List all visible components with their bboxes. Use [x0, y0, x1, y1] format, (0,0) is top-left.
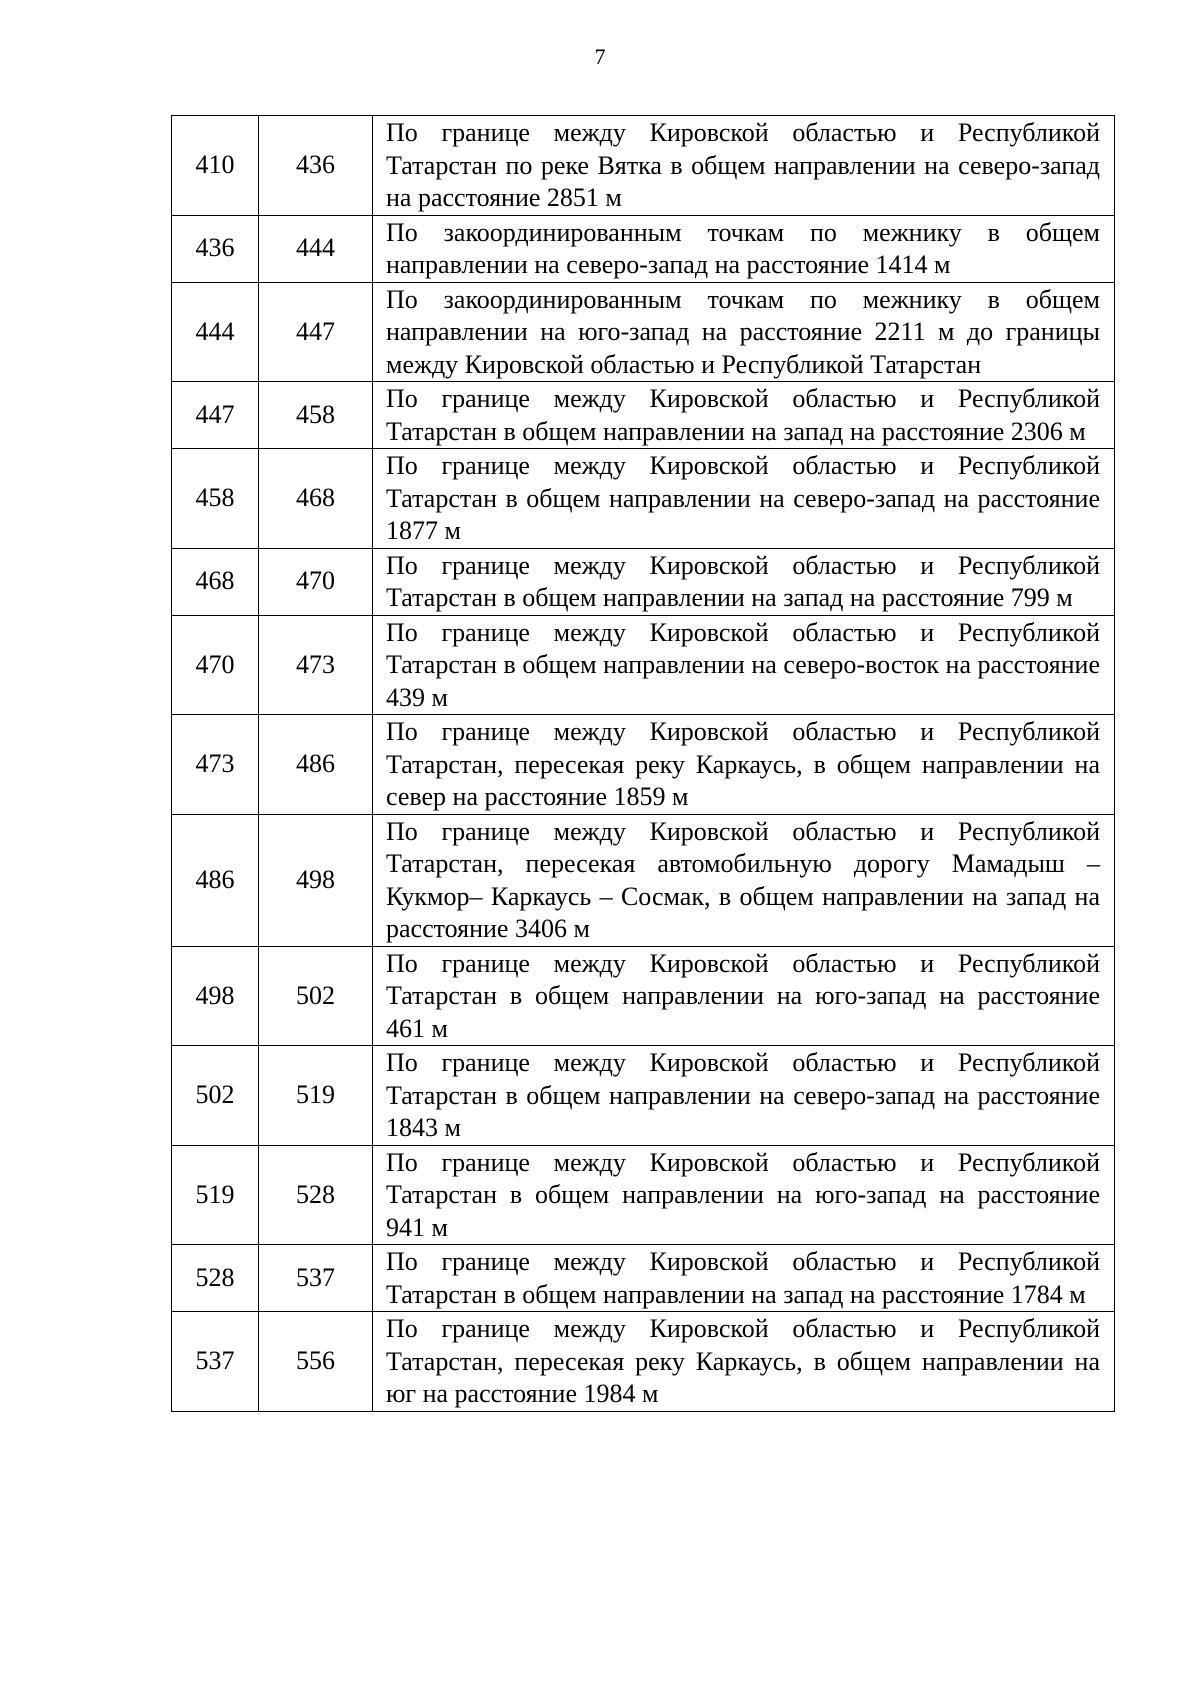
boundary-description-cell: По закоординированным точкам по межнику в общем направлении на юго-запад на расстояние 2211 м до границы между Кировской областью и Республикой Татарстан: [373, 282, 1115, 382]
table-row: [172, 1046, 1115, 1146]
point-from-cell: 410: [172, 116, 259, 216]
table-row: [172, 116, 1115, 216]
boundary-table: [171, 115, 1115, 1412]
point-from-cell: 436: [172, 215, 259, 282]
point-from-cell: 447: [172, 382, 259, 449]
table-row: [172, 946, 1115, 1046]
point-from-cell: 444: [172, 282, 259, 382]
table-row: [172, 715, 1115, 815]
page-number: 7: [594, 44, 606, 69]
boundary-description-cell: По границе между Кировской областью и Республикой Татарстан в общем направлении на юго-запад на расстояние 941 м: [373, 1145, 1115, 1245]
table-row: [172, 1312, 1115, 1412]
table-row: [172, 449, 1115, 549]
table-row: [172, 548, 1115, 615]
table-row: [172, 1145, 1115, 1245]
table-row: [172, 215, 1115, 282]
point-to-cell: 498: [259, 814, 373, 946]
point-from-cell: 502: [172, 1046, 259, 1146]
boundary-description-cell: По границе между Кировской областью и Республикой Татарстан, пересекая реку Каркаусь, в общем направлении на север на расстояние 1859 м: [373, 715, 1115, 815]
point-from-cell: 498: [172, 946, 259, 1046]
boundary-description-cell: По границе между Кировской областью и Республикой Татарстан в общем направлении на юго-запад на расстояние 461 м: [373, 946, 1115, 1046]
point-to-cell: 444: [259, 215, 373, 282]
point-to-cell: 556: [259, 1312, 373, 1412]
table-row: [172, 1245, 1115, 1312]
boundary-description-cell: По закоординированным точкам по межнику в общем направлении на северо-запад на расстояние 1414 м: [373, 215, 1115, 282]
boundary-description-cell: По границе между Кировской областью и Республикой Татарстан, пересекая автомобильную дорогу Мамадыш – Кукмор– Каркаусь – Сосмак, в общем направлении на запад на расстояние 3406 м: [373, 814, 1115, 946]
boundary-description-cell: По границе между Кировской областью и Республикой Татарстан в общем направлении на запад на расстояние 1784 м: [373, 1245, 1115, 1312]
point-to-cell: 486: [259, 715, 373, 815]
point-from-cell: 486: [172, 814, 259, 946]
point-to-cell: 502: [259, 946, 373, 1046]
boundary-description-cell: По границе между Кировской областью и Республикой Татарстан в общем направлении на запад на расстояние 799 м: [373, 548, 1115, 615]
point-to-cell: 537: [259, 1245, 373, 1312]
point-from-cell: 458: [172, 449, 259, 549]
table-row: [172, 615, 1115, 715]
boundary-description-cell: По границе между Кировской областью и Республикой Татарстан в общем направлении на северо-восток на расстояние 439 м: [373, 615, 1115, 715]
boundary-description-cell: По границе между Кировской областью и Республикой Татарстан в общем направлении на северо-запад на расстояние 1843 м: [373, 1046, 1115, 1146]
point-to-cell: 470: [259, 548, 373, 615]
boundary-description-cell: По границе между Кировской областью и Республикой Татарстан в общем направлении на северо-запад на расстояние 1877 м: [373, 449, 1115, 549]
point-from-cell: 528: [172, 1245, 259, 1312]
point-to-cell: 519: [259, 1046, 373, 1146]
point-from-cell: 519: [172, 1145, 259, 1245]
point-to-cell: 473: [259, 615, 373, 715]
table-row: [172, 814, 1115, 946]
point-to-cell: 468: [259, 449, 373, 549]
boundary-description-cell: По границе между Кировской областью и Республикой Татарстан в общем направлении на запад на расстояние 2306 м: [373, 382, 1115, 449]
table-row: [172, 282, 1115, 382]
point-from-cell: 473: [172, 715, 259, 815]
table-row: [172, 382, 1115, 449]
point-to-cell: 436: [259, 116, 373, 216]
point-from-cell: 470: [172, 615, 259, 715]
boundary-description-cell: По границе между Кировской областью и Республикой Татарстан по реке Вятка в общем направлении на северо-запад на расстояние 2851 м: [373, 116, 1115, 216]
point-to-cell: 528: [259, 1145, 373, 1245]
point-to-cell: 458: [259, 382, 373, 449]
boundary-description-cell: По границе между Кировской областью и Республикой Татарстан, пересекая реку Каркаусь, в общем направлении на юг на расстояние 1984 м: [373, 1312, 1115, 1412]
table-body: [172, 116, 1115, 1412]
point-from-cell: 537: [172, 1312, 259, 1412]
point-from-cell: 468: [172, 548, 259, 615]
point-to-cell: 447: [259, 282, 373, 382]
